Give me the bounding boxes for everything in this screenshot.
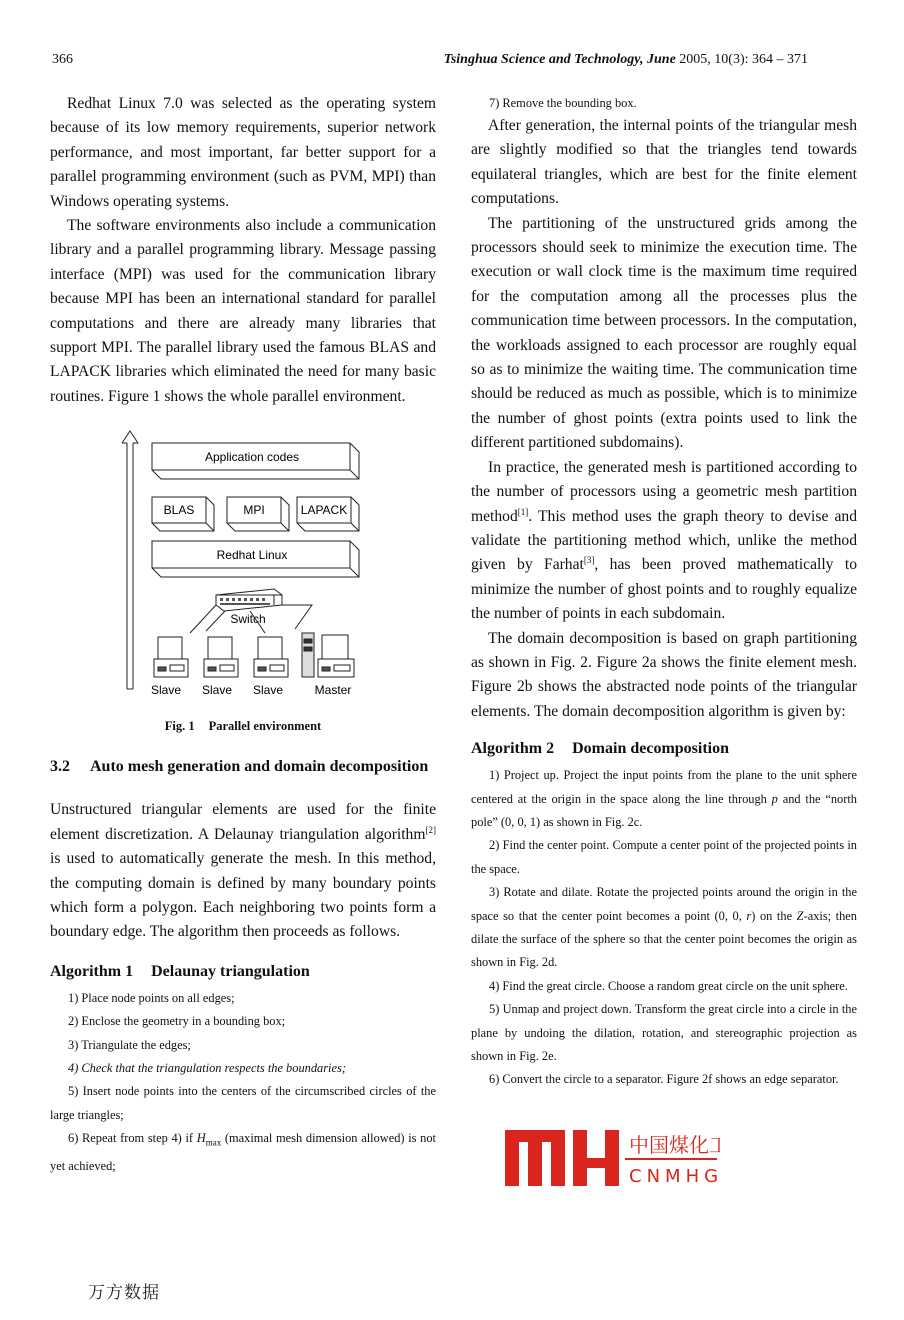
- algo1-step: 3) Triangulate the edges;: [68, 1037, 191, 1052]
- algo1-step-7: 7) Remove the bounding box.: [489, 96, 637, 110]
- left-column: [50, 92, 436, 1178]
- blas-label: BLAS: [163, 503, 195, 518]
- node-label-slave-2: Slave: [201, 683, 233, 698]
- redhat-linux-label: Redhat Linux: [216, 548, 288, 563]
- wanfang-data-mark: 万方数据: [88, 1283, 160, 1303]
- algo2-step: 5) Unmap and project down. Transform the great circle into a circle in the plane by undoing the dilation, rotation, and stereographic projection as shown in Fig. 2e.: [471, 1002, 857, 1064]
- node-label-slave-3: Slave: [252, 683, 284, 698]
- page-number: 366: [52, 52, 73, 67]
- section-heading: [50, 756, 436, 778]
- paragraph-practice: In practice, the generated mesh is partitioned according to the number of processors using a geometric mesh partition method[1]. This method uses the graph theory to devise and validate the partitioning method which, unlike the method given by Farhat[3], has been proved mathematically to minimize the number of ghost points and to roughly equalize the number of points in each subdomain.: [471, 458, 857, 623]
- algorithm-2-heading: Algorithm 2 Domain decomposition: [471, 740, 730, 758]
- mpi-label: MPI: [243, 503, 265, 518]
- section-title: Auto mesh generation and domain decomposition: [90, 758, 429, 776]
- slave-computer-icon-3: [254, 637, 288, 677]
- algo2-step: 6) Convert the circle to a separator. Figure 2f shows an edge separator.: [489, 1072, 839, 1087]
- node-label-master: Master: [314, 683, 352, 698]
- master-computer-icon: [302, 633, 354, 677]
- algo2-step: 2) Find the center point. Compute a center point of the projected points in the space.: [471, 838, 857, 876]
- network-switch-icon: [216, 589, 282, 611]
- slave-computer-icon-2: [204, 637, 238, 677]
- algo1-step: 5) Insert node points into the centers of the circumscribed circles of the large triangles;: [50, 1084, 436, 1122]
- paragraph-os-choice: Redhat Linux 7.0 was selected as the operating system because of its low memory requirements, superior network performance, and most important, far better support for a parallel programming environment (such as PVM, MPI) than Windows operating systems.: [50, 95, 436, 210]
- algo1-step: 4) Check that the triangulation respects the boundaries;: [68, 1060, 346, 1075]
- lapack-label: LAPACK: [300, 503, 348, 518]
- cnmhg-watermark: [505, 1124, 720, 1190]
- paragraph-software-env: The software environments also include a communication library and a parallel programming library. Message passing interface (MPI) was used for the communication library because MPI has been an international standard for parallel computations and there are already many libraries that support MPI. The parallel library used the famous BLAS and LAPACK libraries which eliminated the need for many basic routines. Figure 1 shows the whole parallel environment.: [50, 217, 436, 405]
- citation-ref[interactable]: [3]: [583, 555, 595, 566]
- section-number: 3.2: [50, 758, 70, 776]
- paragraph-domain-decomposition: The domain decomposition is based on graph partitioning as shown in Fig. 2. Figure 2a shows the finite element mesh. Figure 2b shows the abstracted node points of the triangular elements. The domain decomposition algorithm is given by:: [471, 629, 857, 720]
- node-label-slave-1: Slave: [150, 683, 182, 698]
- paragraph-partitioning: The partitioning of the unstructured grids among the processors should seek to minimize the execution time. The execution or wall clock time is the maximum time required for the computation among all the processes plus the communication time between processors. In the computation, the workloads assigned to each processor are roughly equal so as to minimize the waiting time. The communication time should be reduced as much as possible, which is to minimize the number of ghost points (extra points used to link the different partitioned subdomains).: [471, 214, 857, 452]
- switch-label: Switch: [230, 612, 266, 627]
- figure-caption: [50, 719, 436, 734]
- algorithm-1-heading: Algorithm 1 Delaunay triangulation: [50, 962, 310, 980]
- algo2-step: 3) Rotate and dilate. Rotate the projected points around the origin in the space so that the center point becomes a point (0, 0, r) on the Z-axis; then dilate the surface of the sphere so that the center point becomes the origin as shown in Fig. 2d.: [471, 885, 858, 970]
- algo2-step: 4) Find the great circle. Choose a random great circle on the unit sphere.: [489, 978, 848, 993]
- svg-text:中国煤化工: 中国煤化工: [629, 1133, 720, 1157]
- cnmhg-logo-icon: [505, 1124, 720, 1190]
- citation-ref[interactable]: [1]: [517, 506, 529, 517]
- algo1-step: 2) Enclose the geometry in a bounding box;: [68, 1014, 286, 1029]
- journal-title: Tsinghua Science and Technology, June: [443, 52, 676, 67]
- figure-parallel-environment: [50, 423, 436, 713]
- figure-title: Parallel environment: [208, 719, 322, 734]
- algo1-step: 1) Place node points on all edges;: [68, 990, 235, 1005]
- parallel-environment-diagram: [50, 423, 436, 713]
- citation-ref[interactable]: [2]: [425, 824, 436, 835]
- slave-computer-icon-1: [154, 637, 188, 677]
- right-column: [471, 92, 857, 1092]
- paragraph-after-generation: After generation, the internal points of the triangular mesh are slightly modified so that the triangles tend towards equilateral triangles, which are best for the finite element computations.: [471, 117, 857, 208]
- application-codes-label: Application codes: [204, 450, 300, 465]
- paragraph-mesh-intro: Unstructured triangular elements are used for the finite element discretization. A Delaunay triangulation algorithm[2] is used to automatically generate the mesh. In this method, the computing domain is defined by many boundary points which form a polygon. Each neighboring two points form a boundary edge. The algorithm then proceeds as follows.: [50, 801, 436, 941]
- figure-number: Fig. 1: [164, 719, 195, 734]
- journal-header: [444, 52, 808, 68]
- svg-text:CNMHG: CNMHG: [629, 1166, 720, 1187]
- algo2-step: 1) Project up. Project the input points from the plane to the unit sphere centered at the origin in the space along the line through p and the “north pole” (0, 0, 1) as shown in Fig. 2c.: [471, 768, 857, 829]
- up-arrow-icon: [122, 431, 138, 689]
- journal-issue: 2005, 10(3): 364 – 371: [675, 52, 808, 67]
- algo1-step: 6) Repeat from step 4) if $H_{max}$ (maximal mesh dimension allowed) is not yet achieved;: [50, 1131, 436, 1174]
